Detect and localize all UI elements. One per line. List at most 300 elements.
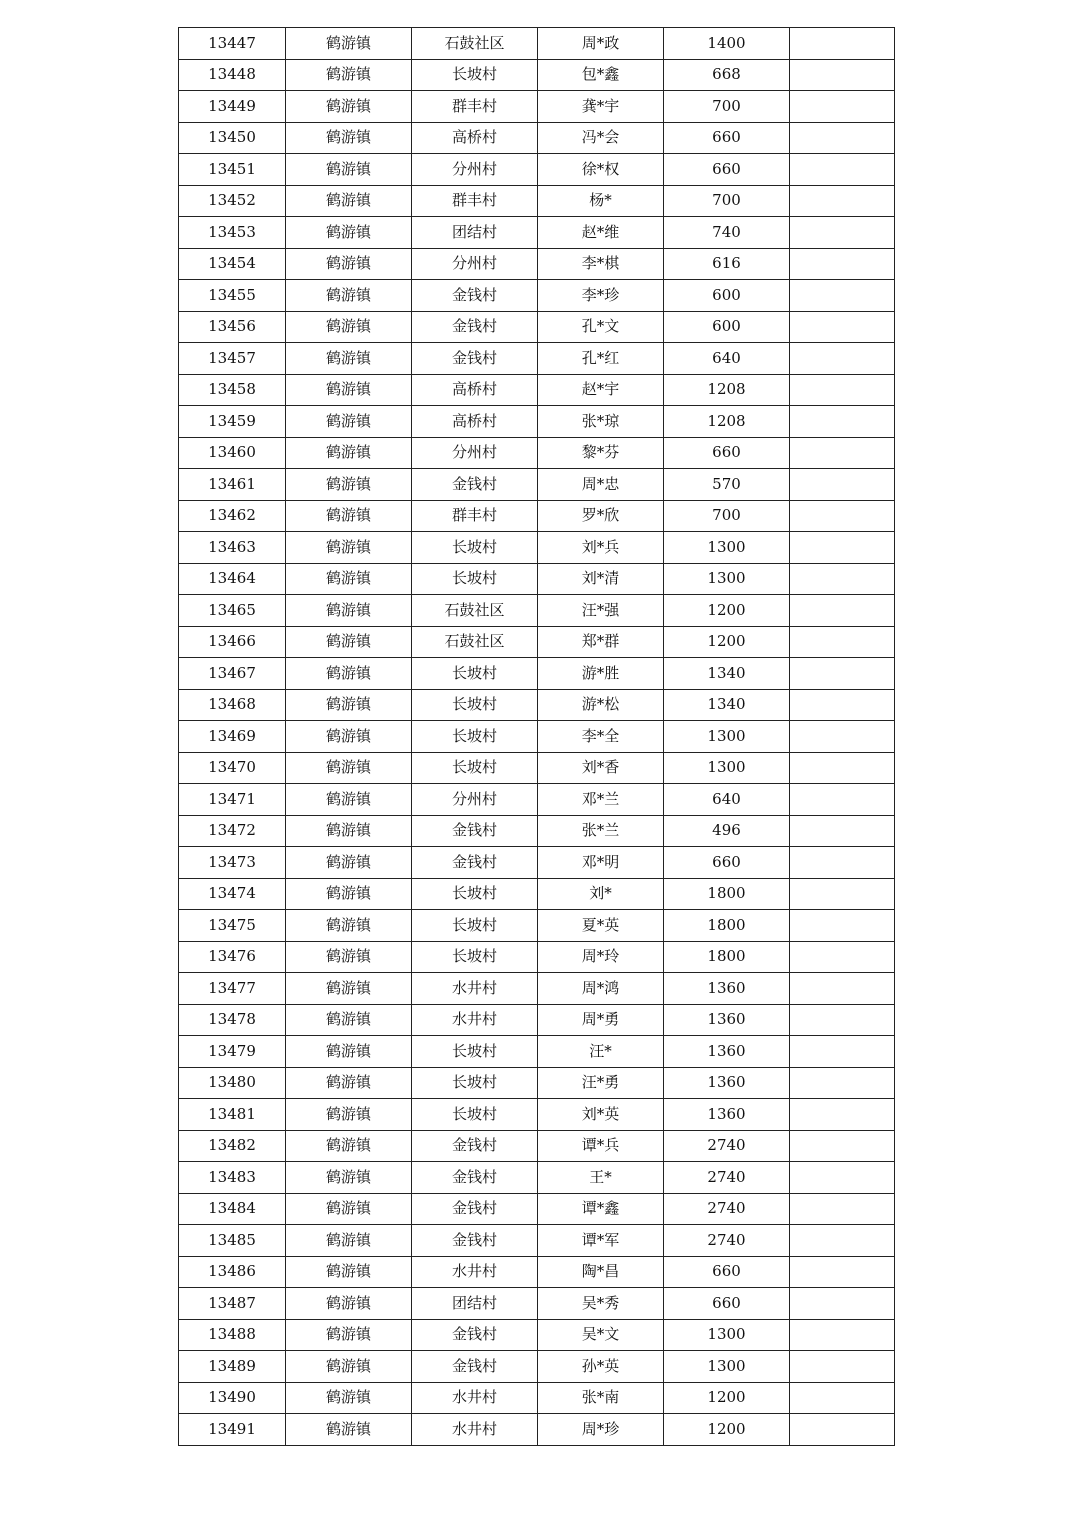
- amount-cell: 1200: [664, 595, 790, 627]
- amount-cell: 1360: [664, 1004, 790, 1036]
- amount-cell: 660: [664, 847, 790, 879]
- amount-cell: 1200: [664, 1414, 790, 1446]
- table-row: [179, 1036, 895, 1068]
- town-cell: 鹤游镇: [286, 658, 412, 690]
- serial-number-cell: 13485: [179, 1225, 286, 1257]
- village-cell: 群丰村: [412, 500, 538, 532]
- remark-cell: [790, 59, 895, 91]
- serial-number-cell: 13450: [179, 122, 286, 154]
- town-cell: 鹤游镇: [286, 973, 412, 1005]
- name-cell: 周*鸿: [538, 973, 664, 1005]
- table-row: [179, 532, 895, 564]
- name-cell: 汪*强: [538, 595, 664, 627]
- town-cell: 鹤游镇: [286, 910, 412, 942]
- serial-number-cell: 13489: [179, 1351, 286, 1383]
- village-cell: 长坡村: [412, 752, 538, 784]
- village-cell: 金钱村: [412, 469, 538, 501]
- table-row: [179, 878, 895, 910]
- village-cell: 金钱村: [412, 1162, 538, 1194]
- table-row: [179, 185, 895, 217]
- table-row: [179, 1288, 895, 1320]
- table-row: [179, 469, 895, 501]
- name-cell: 王*: [538, 1162, 664, 1194]
- town-cell: 鹤游镇: [286, 1351, 412, 1383]
- name-cell: 杨*: [538, 185, 664, 217]
- village-cell: 长坡村: [412, 1067, 538, 1099]
- serial-number-cell: 13451: [179, 154, 286, 186]
- remark-cell: [790, 1162, 895, 1194]
- amount-cell: 2740: [664, 1193, 790, 1225]
- remark-cell: [790, 595, 895, 627]
- name-cell: 孙*英: [538, 1351, 664, 1383]
- amount-cell: 1300: [664, 563, 790, 595]
- table-row: [179, 721, 895, 753]
- village-cell: 高桥村: [412, 406, 538, 438]
- serial-number-cell: 13487: [179, 1288, 286, 1320]
- amount-cell: 1300: [664, 1351, 790, 1383]
- amount-cell: 2740: [664, 1130, 790, 1162]
- name-cell: 刘*: [538, 878, 664, 910]
- table-row: [179, 154, 895, 186]
- amount-cell: 2740: [664, 1225, 790, 1257]
- amount-cell: 1200: [664, 626, 790, 658]
- town-cell: 鹤游镇: [286, 91, 412, 123]
- village-cell: 高桥村: [412, 374, 538, 406]
- table-row: [179, 1130, 895, 1162]
- name-cell: 汪*: [538, 1036, 664, 1068]
- serial-number-cell: 13477: [179, 973, 286, 1005]
- serial-number-cell: 13455: [179, 280, 286, 312]
- town-cell: 鹤游镇: [286, 406, 412, 438]
- name-cell: 吴*文: [538, 1319, 664, 1351]
- serial-number-cell: 13474: [179, 878, 286, 910]
- name-cell: 周*勇: [538, 1004, 664, 1036]
- town-cell: 鹤游镇: [286, 185, 412, 217]
- amount-cell: 1200: [664, 1382, 790, 1414]
- amount-cell: 660: [664, 437, 790, 469]
- remark-cell: [790, 973, 895, 1005]
- serial-number-cell: 13472: [179, 815, 286, 847]
- table-row: [179, 1193, 895, 1225]
- name-cell: 周*政: [538, 28, 664, 60]
- serial-number-cell: 13479: [179, 1036, 286, 1068]
- amount-cell: 570: [664, 469, 790, 501]
- remark-cell: [790, 311, 895, 343]
- remark-cell: [790, 343, 895, 375]
- town-cell: 鹤游镇: [286, 1099, 412, 1131]
- town-cell: 鹤游镇: [286, 1130, 412, 1162]
- remark-cell: [790, 122, 895, 154]
- table-row: [179, 689, 895, 721]
- remark-cell: [790, 280, 895, 312]
- village-cell: 群丰村: [412, 91, 538, 123]
- village-cell: 长坡村: [412, 941, 538, 973]
- name-cell: 刘*香: [538, 752, 664, 784]
- serial-number-cell: 13475: [179, 910, 286, 942]
- name-cell: 张*琼: [538, 406, 664, 438]
- remark-cell: [790, 1414, 895, 1446]
- serial-number-cell: 13480: [179, 1067, 286, 1099]
- name-cell: 周*忠: [538, 469, 664, 501]
- serial-number-cell: 13484: [179, 1193, 286, 1225]
- town-cell: 鹤游镇: [286, 847, 412, 879]
- table-row: [179, 122, 895, 154]
- remark-cell: [790, 1225, 895, 1257]
- serial-number-cell: 13465: [179, 595, 286, 627]
- town-cell: 鹤游镇: [286, 469, 412, 501]
- name-cell: 陶*昌: [538, 1256, 664, 1288]
- name-cell: 周*珍: [538, 1414, 664, 1446]
- amount-cell: 1360: [664, 1099, 790, 1131]
- remark-cell: [790, 784, 895, 816]
- town-cell: 鹤游镇: [286, 595, 412, 627]
- name-cell: 游*胜: [538, 658, 664, 690]
- name-cell: 郑*群: [538, 626, 664, 658]
- village-cell: 金钱村: [412, 1193, 538, 1225]
- name-cell: 刘*英: [538, 1099, 664, 1131]
- table-row: [179, 784, 895, 816]
- town-cell: 鹤游镇: [286, 1162, 412, 1194]
- remark-cell: [790, 847, 895, 879]
- table-row: [179, 374, 895, 406]
- serial-number-cell: 13457: [179, 343, 286, 375]
- town-cell: 鹤游镇: [286, 1382, 412, 1414]
- amount-cell: 496: [664, 815, 790, 847]
- amount-cell: 1208: [664, 406, 790, 438]
- village-cell: 金钱村: [412, 311, 538, 343]
- village-cell: 群丰村: [412, 185, 538, 217]
- amount-cell: 616: [664, 248, 790, 280]
- remark-cell: [790, 626, 895, 658]
- amount-cell: 668: [664, 59, 790, 91]
- table-row: [179, 847, 895, 879]
- serial-number-cell: 13447: [179, 28, 286, 60]
- table-row: [179, 815, 895, 847]
- remark-cell: [790, 1004, 895, 1036]
- town-cell: 鹤游镇: [286, 122, 412, 154]
- amount-cell: 1360: [664, 1036, 790, 1068]
- name-cell: 罗*欣: [538, 500, 664, 532]
- table-row: [179, 595, 895, 627]
- amount-cell: 600: [664, 311, 790, 343]
- name-cell: 刘*清: [538, 563, 664, 595]
- name-cell: 龚*宇: [538, 91, 664, 123]
- serial-number-cell: 13486: [179, 1256, 286, 1288]
- serial-number-cell: 13448: [179, 59, 286, 91]
- amount-cell: 660: [664, 1256, 790, 1288]
- remark-cell: [790, 532, 895, 564]
- serial-number-cell: 13471: [179, 784, 286, 816]
- town-cell: 鹤游镇: [286, 1414, 412, 1446]
- serial-number-cell: 13470: [179, 752, 286, 784]
- town-cell: 鹤游镇: [286, 784, 412, 816]
- village-cell: 长坡村: [412, 910, 538, 942]
- town-cell: 鹤游镇: [286, 154, 412, 186]
- name-cell: 孔*文: [538, 311, 664, 343]
- remark-cell: [790, 689, 895, 721]
- village-cell: 长坡村: [412, 59, 538, 91]
- village-cell: 石鼓社区: [412, 28, 538, 60]
- serial-number-cell: 13478: [179, 1004, 286, 1036]
- village-cell: 金钱村: [412, 815, 538, 847]
- serial-number-cell: 13456: [179, 311, 286, 343]
- table-body: [179, 28, 895, 1446]
- serial-number-cell: 13464: [179, 563, 286, 595]
- amount-cell: 700: [664, 185, 790, 217]
- name-cell: 张*南: [538, 1382, 664, 1414]
- name-cell: 包*鑫: [538, 59, 664, 91]
- table-row: [179, 973, 895, 1005]
- remark-cell: [790, 1319, 895, 1351]
- table-row: [179, 500, 895, 532]
- remark-cell: [790, 154, 895, 186]
- name-cell: 冯*会: [538, 122, 664, 154]
- remark-cell: [790, 1351, 895, 1383]
- amount-cell: 700: [664, 500, 790, 532]
- table-row: [179, 311, 895, 343]
- serial-number-cell: 13476: [179, 941, 286, 973]
- table-row: [179, 1382, 895, 1414]
- town-cell: 鹤游镇: [286, 815, 412, 847]
- village-cell: 长坡村: [412, 721, 538, 753]
- village-cell: 长坡村: [412, 689, 538, 721]
- town-cell: 鹤游镇: [286, 1288, 412, 1320]
- amount-cell: 1800: [664, 878, 790, 910]
- remark-cell: [790, 469, 895, 501]
- table-row: [179, 1256, 895, 1288]
- table-row: [179, 563, 895, 595]
- table-row: [179, 217, 895, 249]
- table-row: [179, 91, 895, 123]
- remark-cell: [790, 1067, 895, 1099]
- remark-cell: [790, 658, 895, 690]
- serial-number-cell: 13462: [179, 500, 286, 532]
- table-row: [179, 658, 895, 690]
- data-table: [178, 27, 895, 1446]
- table-row: [179, 59, 895, 91]
- table-row: [179, 1067, 895, 1099]
- serial-number-cell: 13460: [179, 437, 286, 469]
- name-cell: 徐*权: [538, 154, 664, 186]
- remark-cell: [790, 500, 895, 532]
- remark-cell: [790, 248, 895, 280]
- town-cell: 鹤游镇: [286, 721, 412, 753]
- town-cell: 鹤游镇: [286, 374, 412, 406]
- village-cell: 分州村: [412, 248, 538, 280]
- table-row: [179, 343, 895, 375]
- remark-cell: [790, 910, 895, 942]
- remark-cell: [790, 185, 895, 217]
- village-cell: 金钱村: [412, 343, 538, 375]
- amount-cell: 1360: [664, 1067, 790, 1099]
- village-cell: 长坡村: [412, 563, 538, 595]
- amount-cell: 660: [664, 154, 790, 186]
- amount-cell: 1360: [664, 973, 790, 1005]
- remark-cell: [790, 878, 895, 910]
- town-cell: 鹤游镇: [286, 626, 412, 658]
- town-cell: 鹤游镇: [286, 941, 412, 973]
- amount-cell: 1800: [664, 941, 790, 973]
- name-cell: 黎*芬: [538, 437, 664, 469]
- name-cell: 赵*维: [538, 217, 664, 249]
- remark-cell: [790, 721, 895, 753]
- town-cell: 鹤游镇: [286, 878, 412, 910]
- table-row: [179, 941, 895, 973]
- table-row: [179, 1225, 895, 1257]
- name-cell: 谭*鑫: [538, 1193, 664, 1225]
- town-cell: 鹤游镇: [286, 1319, 412, 1351]
- serial-number-cell: 13469: [179, 721, 286, 753]
- town-cell: 鹤游镇: [286, 280, 412, 312]
- town-cell: 鹤游镇: [286, 1004, 412, 1036]
- serial-number-cell: 13467: [179, 658, 286, 690]
- village-cell: 水井村: [412, 1004, 538, 1036]
- name-cell: 邓*兰: [538, 784, 664, 816]
- name-cell: 谭*兵: [538, 1130, 664, 1162]
- serial-number-cell: 13482: [179, 1130, 286, 1162]
- amount-cell: 660: [664, 1288, 790, 1320]
- town-cell: 鹤游镇: [286, 500, 412, 532]
- village-cell: 金钱村: [412, 1130, 538, 1162]
- remark-cell: [790, 1288, 895, 1320]
- amount-cell: 1300: [664, 752, 790, 784]
- village-cell: 长坡村: [412, 658, 538, 690]
- town-cell: 鹤游镇: [286, 689, 412, 721]
- village-cell: 长坡村: [412, 532, 538, 564]
- amount-cell: 2740: [664, 1162, 790, 1194]
- name-cell: 夏*英: [538, 910, 664, 942]
- name-cell: 刘*兵: [538, 532, 664, 564]
- village-cell: 长坡村: [412, 1036, 538, 1068]
- serial-number-cell: 13452: [179, 185, 286, 217]
- remark-cell: [790, 1193, 895, 1225]
- amount-cell: 640: [664, 343, 790, 375]
- table-row: [179, 280, 895, 312]
- remark-cell: [790, 1099, 895, 1131]
- town-cell: 鹤游镇: [286, 1225, 412, 1257]
- serial-number-cell: 13458: [179, 374, 286, 406]
- name-cell: 周*玲: [538, 941, 664, 973]
- table-row: [179, 248, 895, 280]
- amount-cell: 1800: [664, 910, 790, 942]
- amount-cell: 600: [664, 280, 790, 312]
- village-cell: 水井村: [412, 1382, 538, 1414]
- serial-number-cell: 13481: [179, 1099, 286, 1131]
- town-cell: 鹤游镇: [286, 248, 412, 280]
- serial-number-cell: 13468: [179, 689, 286, 721]
- table-row: [179, 1319, 895, 1351]
- remark-cell: [790, 1036, 895, 1068]
- name-cell: 孔*红: [538, 343, 664, 375]
- town-cell: 鹤游镇: [286, 532, 412, 564]
- table-row: [179, 437, 895, 469]
- serial-number-cell: 13459: [179, 406, 286, 438]
- serial-number-cell: 13483: [179, 1162, 286, 1194]
- remark-cell: [790, 815, 895, 847]
- amount-cell: 640: [664, 784, 790, 816]
- remark-cell: [790, 437, 895, 469]
- town-cell: 鹤游镇: [286, 1036, 412, 1068]
- name-cell: 邓*明: [538, 847, 664, 879]
- serial-number-cell: 13449: [179, 91, 286, 123]
- serial-number-cell: 13490: [179, 1382, 286, 1414]
- name-cell: 李*全: [538, 721, 664, 753]
- serial-number-cell: 13463: [179, 532, 286, 564]
- town-cell: 鹤游镇: [286, 1067, 412, 1099]
- table-row: [179, 1004, 895, 1036]
- village-cell: 金钱村: [412, 1351, 538, 1383]
- name-cell: 李*棋: [538, 248, 664, 280]
- name-cell: 汪*勇: [538, 1067, 664, 1099]
- name-cell: 游*松: [538, 689, 664, 721]
- table-row: [179, 626, 895, 658]
- serial-number-cell: 13453: [179, 217, 286, 249]
- village-cell: 团结村: [412, 217, 538, 249]
- remark-cell: [790, 1130, 895, 1162]
- remark-cell: [790, 563, 895, 595]
- village-cell: 分州村: [412, 437, 538, 469]
- amount-cell: 1340: [664, 689, 790, 721]
- town-cell: 鹤游镇: [286, 563, 412, 595]
- table-row: [179, 1162, 895, 1194]
- name-cell: 谭*军: [538, 1225, 664, 1257]
- village-cell: 金钱村: [412, 1225, 538, 1257]
- remark-cell: [790, 217, 895, 249]
- name-cell: 吴*秀: [538, 1288, 664, 1320]
- town-cell: 鹤游镇: [286, 437, 412, 469]
- village-cell: 高桥村: [412, 122, 538, 154]
- table-row: [179, 1351, 895, 1383]
- amount-cell: 1300: [664, 1319, 790, 1351]
- table-row: [179, 1414, 895, 1446]
- village-cell: 团结村: [412, 1288, 538, 1320]
- amount-cell: 1400: [664, 28, 790, 60]
- village-cell: 水井村: [412, 973, 538, 1005]
- town-cell: 鹤游镇: [286, 1193, 412, 1225]
- amount-cell: 740: [664, 217, 790, 249]
- amount-cell: 660: [664, 122, 790, 154]
- amount-cell: 1340: [664, 658, 790, 690]
- table-row: [179, 910, 895, 942]
- serial-number-cell: 13461: [179, 469, 286, 501]
- serial-number-cell: 13473: [179, 847, 286, 879]
- amount-cell: 1300: [664, 721, 790, 753]
- amount-cell: 700: [664, 91, 790, 123]
- village-cell: 金钱村: [412, 847, 538, 879]
- serial-number-cell: 13488: [179, 1319, 286, 1351]
- village-cell: 水井村: [412, 1256, 538, 1288]
- serial-number-cell: 13491: [179, 1414, 286, 1446]
- remark-cell: [790, 941, 895, 973]
- village-cell: 分州村: [412, 784, 538, 816]
- village-cell: 水井村: [412, 1414, 538, 1446]
- serial-number-cell: 13454: [179, 248, 286, 280]
- town-cell: 鹤游镇: [286, 1256, 412, 1288]
- village-cell: 石鼓社区: [412, 595, 538, 627]
- town-cell: 鹤游镇: [286, 311, 412, 343]
- village-cell: 长坡村: [412, 1099, 538, 1131]
- town-cell: 鹤游镇: [286, 59, 412, 91]
- table-row: [179, 28, 895, 60]
- remark-cell: [790, 1256, 895, 1288]
- town-cell: 鹤游镇: [286, 752, 412, 784]
- remark-cell: [790, 91, 895, 123]
- remark-cell: [790, 28, 895, 60]
- name-cell: 赵*宇: [538, 374, 664, 406]
- name-cell: 张*兰: [538, 815, 664, 847]
- village-cell: 长坡村: [412, 878, 538, 910]
- village-cell: 金钱村: [412, 280, 538, 312]
